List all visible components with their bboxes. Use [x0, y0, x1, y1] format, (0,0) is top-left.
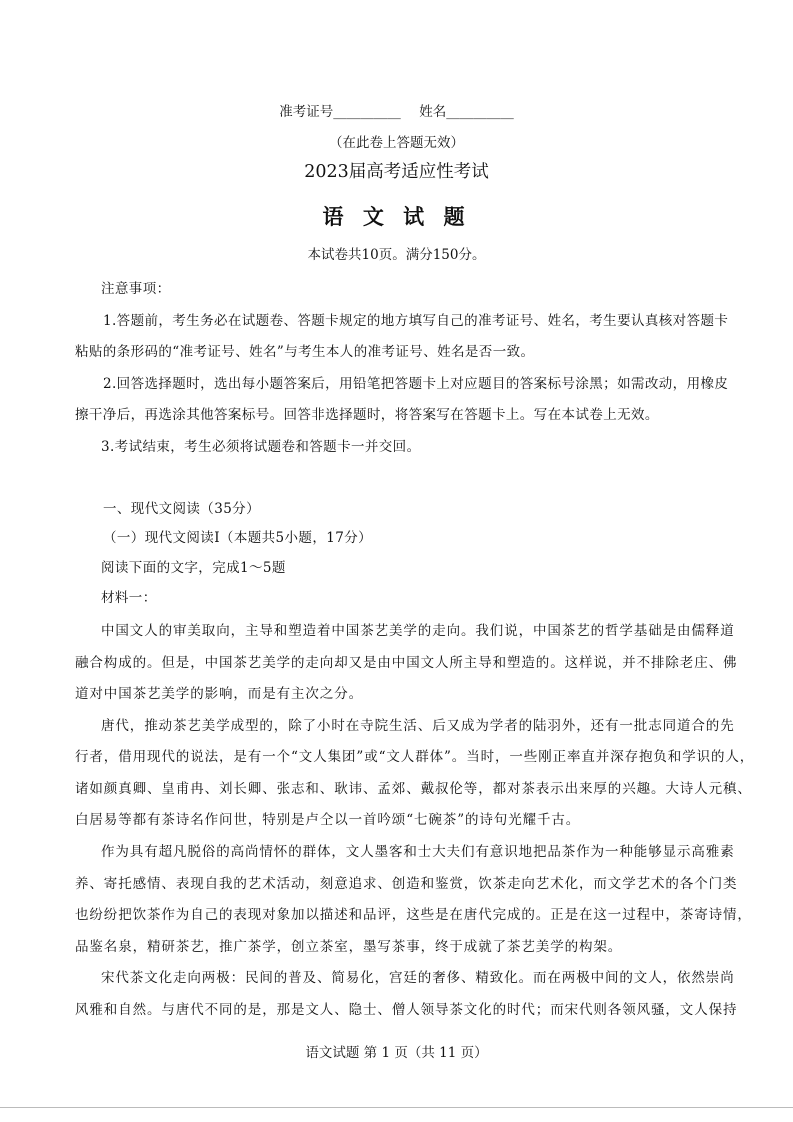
bottom-divider: [0, 1107, 793, 1108]
paragraph-1-line-2: 融合构成的。但是，中国茶艺美学的走向却又是由中国文人所主导和塑造的。这样说，并不排除老庄、佛: [75, 655, 738, 671]
paragraph-2-line-4: 白居易等都有茶诗名作问世，特别是卢仝以一首吟颂“七碗茶”的诗句光耀千古。: [75, 812, 581, 828]
paragraph-2-line-1: 唐代，推动茶艺美学成型的，除了小时在寺院生活、后又成为学者的陆羽外，还有一批志同道合的先: [101, 718, 735, 734]
instruction-1-line-1: 1.答题前，考生务必在试题卷、答题卡规定的地方填写自己的准考证号、姓名，考生要认真核对答题卡: [103, 313, 729, 329]
instruction-1-line-2: 粘贴的条形码的“准考证号、姓名”与考生本人的准考证号、姓名是否一致。: [75, 344, 535, 360]
paragraph-3-line-1: 作为具有超凡脱俗的高尚情怀的群体，文人墨客和士大夫们有意识地把品茶作为一种能够显示高雅素: [101, 844, 735, 860]
instruction-2-line-1: 2.回答选择题时，选出每小题答案后，用铅笔把答题卡上对应题目的答案标号涂黑；如需改动，用橡皮: [103, 376, 729, 392]
candidate-info: [0, 104, 793, 120]
paragraph-3-line-2: 养、寄托感情、表现自我的艺术活动，刻意追求、创造和鉴赏，饮茶走向艺术化，而文学艺术的各个门类: [75, 876, 738, 892]
instruction-3: 3.考试结束，考生必须将试题卷和答题卡一并交回。: [101, 439, 421, 455]
invalid-notice: （在此卷上答题无效）: [329, 135, 464, 151]
paragraph-2-line-2: 行者，借用现代的说法，是有一个“文人集团”或“文人群体”。当时，一些刚正率直并深存抱负和学识的人，: [75, 749, 755, 765]
paragraph-3-line-4: 品鉴名泉，精研茶艺，推广茶学，创立茶室，墨写茶事，终于成就了茶艺美学的构架。: [75, 939, 623, 955]
directions: 阅读下面的文字，完成1～5题: [101, 560, 286, 576]
instructions-heading: 注意事项：: [101, 281, 171, 297]
instruction-2-line-2: 擦干净后，再选涂其他答案标号。回答非选择题时，将答案写在答题卡上。写在本试卷上无效。: [75, 407, 659, 423]
sub-heading: （一）现代文阅读Ⅰ（本题共5小题，17分）: [103, 530, 372, 546]
paragraph-3-line-3: 也纷纷把饮茶作为自己的表现对象加以描述和品评，这些是在唐代完成的。正是在这一过程中，茶寄诗情，: [75, 907, 752, 923]
material-label: 材料一：: [101, 590, 157, 606]
paragraph-4-line-1: 宋代茶文化走向两极：民间的普及、简易化，宫廷的奢侈、精致化。而在两极中间的文人，依然崇尚: [101, 970, 735, 986]
paragraph-1-line-3: 道对中国茶艺美学的影响，而是有主次之分。: [75, 686, 363, 702]
exam-title: 2023届高考适应性考试: [304, 162, 489, 182]
paragraph-4-line-2: 风雅和自然。与唐代不同的是，那是文人、隐士、僧人领导茶文化的时代；而宋代则各领风骚，文人保持: [75, 1002, 738, 1018]
subject-title: 语 文 试 题: [322, 205, 471, 229]
page-footer: 语文试题 第 1 页（共 11 页）: [305, 1045, 488, 1061]
paragraph-1-line-1: 中国文人的审美取向，主导和塑造着中国茶艺美学的走向。我们说，中国茶艺的哲学基础是由儒释道: [101, 623, 735, 639]
page-info: 本试卷共10页。满分150分。: [307, 247, 486, 263]
id-number-label: 准考证号__________: [279, 104, 401, 120]
paragraph-2-line-3: 诸如颜真卿、皇甫冉、刘长卿、张志和、耿讳、孟郊、戴叔伦等，都对茶表示出来厚的兴趣。大诗人元稹、: [75, 781, 752, 797]
name-label: 姓名__________: [419, 104, 514, 120]
part-heading: 一、现代文阅读（35分）: [103, 501, 260, 517]
